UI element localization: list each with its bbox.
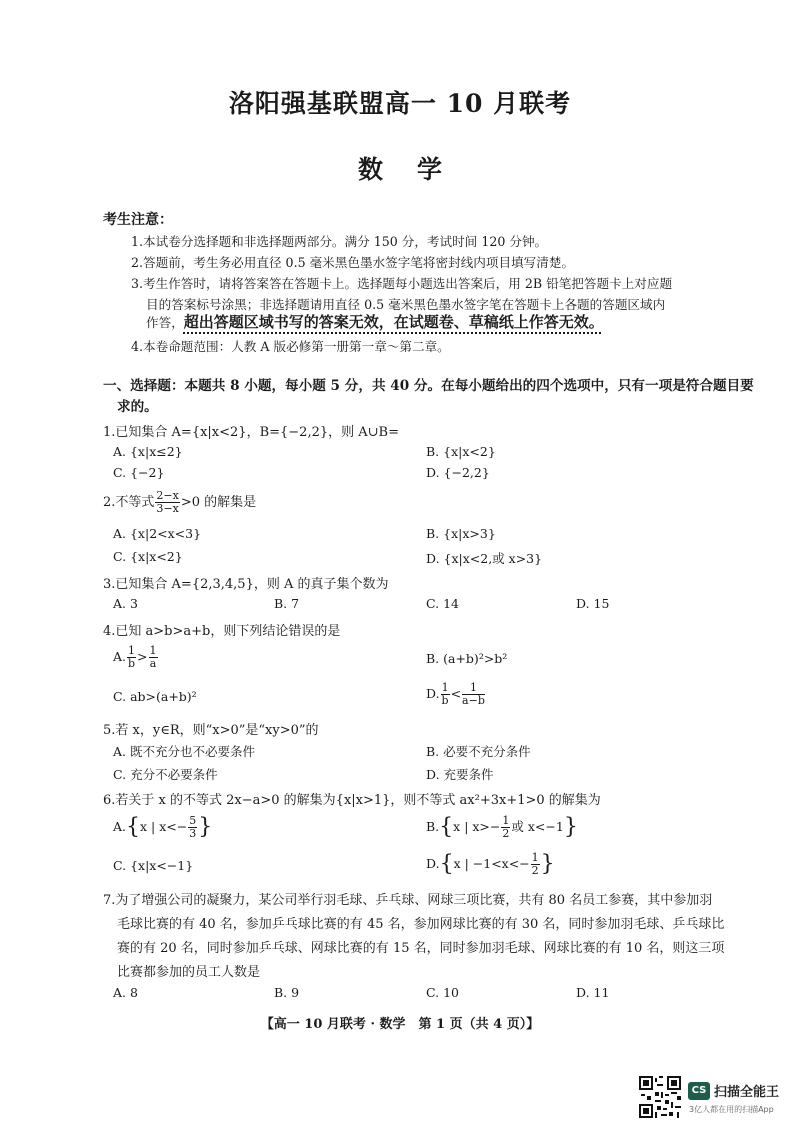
q6b-frac bbox=[501, 815, 510, 840]
q6d-num: 1 bbox=[531, 851, 539, 864]
q6a-right-brace: } bbox=[198, 814, 213, 840]
q4d-num1: 1 bbox=[441, 681, 449, 694]
q6-option-a bbox=[113, 815, 212, 840]
q5-option-b: B. 必要不充分条件 bbox=[426, 744, 531, 759]
q7-option-b: B. 9 bbox=[274, 985, 300, 1000]
notice-item-3: 3.考生作答时，请将答案答在答题卡上。选择题每小题选出答案后，用 2B 铅笔把答题卡上对应题 bbox=[131, 276, 673, 291]
q2-option-d: D. {x|x<2,或 x>3} bbox=[426, 551, 543, 566]
q4d-frac-2 bbox=[462, 682, 485, 707]
notice-item-4: 4.本卷命题范围：人教 A 版必修第一册第一章～第二章。 bbox=[131, 339, 450, 354]
question-7-line-1: 7.为了增强公司的凝聚力，某公司举行羽毛球、乒乓球、网球三项比赛，共有 80 名员工参赛，其中参加羽 bbox=[103, 893, 713, 908]
camscanner-tagline: 3亿人都在用的扫描App bbox=[689, 1105, 774, 1114]
q6-option-d bbox=[426, 852, 555, 877]
q2-stem-post: >0 的解集是 bbox=[180, 495, 257, 510]
q1-option-b: B. {x|x<2} bbox=[426, 444, 496, 459]
notice-item-3-end bbox=[146, 311, 604, 332]
q4a-frac-1 bbox=[127, 645, 136, 670]
q6d-label: D. bbox=[426, 856, 440, 871]
q4a-num2: 1 bbox=[149, 644, 157, 657]
q4a-frac-2 bbox=[149, 645, 158, 670]
q6b-num: 1 bbox=[502, 814, 510, 827]
q4a-label: A. bbox=[113, 649, 127, 664]
q5-option-a: A. 既不充分也不必要条件 bbox=[113, 744, 255, 759]
q6d-frac bbox=[531, 852, 540, 877]
q1-option-c: C. {−2} bbox=[113, 465, 165, 480]
q1-option-a: A. {x|x≤2} bbox=[113, 444, 183, 459]
notice-item-2: 2.答题前，考生务必用直径 0.5 毫米黑色墨水签字笔将密封线内项目填写清楚。 bbox=[131, 255, 575, 270]
q1-option-d: D. {−2,2} bbox=[426, 465, 490, 480]
question-7-line-2: 毛球比赛的有 40 名，参加乒乓球比赛的有 45 名，参加网球比赛的有 30 名，同时参加羽毛球、乒乓球比 bbox=[117, 917, 725, 932]
q6a-num: 5 bbox=[189, 814, 197, 827]
camscanner-logo: CS bbox=[688, 1082, 710, 1100]
q6a-left-brace: { bbox=[126, 814, 141, 840]
q5-option-c: C. 充分不必要条件 bbox=[113, 767, 218, 782]
q6d-right-brace: } bbox=[540, 851, 555, 877]
question-6-stem: 6.若关于 x 的不等式 2x−a>0 的解集为{x|x>1}，则不等式 ax²+3x+1>0 的解集为 bbox=[103, 793, 601, 808]
notice-item-3-cont: 目的答案标号涂黑；非选择题请用直径 0.5 毫米黑色墨水签字笔在答题卡上各题的答题区域内 bbox=[146, 297, 666, 312]
notice-emphasis: 超出答题区域书写的答案无效，在试题卷、草稿纸上作答无效。 bbox=[183, 313, 604, 331]
q6d-body: x | −1<x<− bbox=[453, 856, 530, 871]
q7-option-d: D. 11 bbox=[576, 985, 610, 1000]
q4d-den2: a−b bbox=[462, 694, 485, 707]
question-7-line-4: 比赛都参加的员工人数是 bbox=[117, 965, 261, 980]
q7-option-c: C. 10 bbox=[426, 985, 459, 1000]
q2-fraction bbox=[155, 490, 179, 515]
q6d-den: 2 bbox=[531, 864, 539, 877]
question-4-stem: 4.已知 a>b>a+b，则下列结论错误的是 bbox=[103, 624, 341, 639]
q4d-frac-1 bbox=[441, 682, 450, 707]
q4d-den1: b bbox=[441, 694, 449, 707]
question-5-stem: 5.若 x，y∈R，则“x>0”是“xy>0”的 bbox=[103, 723, 319, 738]
notice-item-1: 1.本试卷分选择题和非选择题两部分。满分 150 分，考试时间 120 分钟。 bbox=[131, 234, 548, 249]
q6b-body: x | x>− bbox=[453, 819, 501, 834]
q4d-num2: 1 bbox=[462, 682, 485, 695]
qr-code-icon bbox=[639, 1076, 681, 1118]
camscanner-name: 扫描全能王 bbox=[714, 1085, 780, 1100]
section-heading-cont: 求的。 bbox=[117, 399, 158, 415]
q6-option-c: C. {x|x<−1} bbox=[113, 858, 194, 873]
q4d-label: D. bbox=[426, 686, 440, 701]
question-3-stem: 3.已知集合 A={2,3,4,5}，则 A 的真子集个数为 bbox=[103, 577, 389, 592]
question-2-stem bbox=[103, 490, 256, 515]
q2-option-a: A. {x|2<x<3} bbox=[113, 526, 202, 541]
notice-item-3-tail: 作答， bbox=[146, 315, 184, 330]
page-footer: 【高一 10 月联考 · 数学 第 1 页（共 4 页）】 bbox=[260, 1017, 540, 1032]
q4a-relation: > bbox=[137, 649, 148, 664]
q2-option-b: B. {x|x>3} bbox=[426, 526, 496, 541]
q6a-label: A. bbox=[113, 819, 127, 834]
q2-option-c: C. {x|x<2} bbox=[113, 549, 183, 564]
q4-option-d bbox=[426, 682, 486, 707]
question-1-stem: 1.已知集合 A={x|x<2}，B={−2,2}，则 A∪B= bbox=[103, 425, 399, 440]
q4-option-a bbox=[113, 645, 159, 670]
q4-option-b: B. (a+b)²>b² bbox=[426, 651, 508, 666]
q4a-den2: a bbox=[149, 657, 157, 670]
exam-title: 洛阳强基联盟高一 10 月联考 bbox=[228, 89, 572, 118]
q6a-body: x | x<− bbox=[140, 819, 188, 834]
q6b-label: B. bbox=[426, 819, 440, 834]
q3-option-b: B. 7 bbox=[274, 596, 300, 611]
q6a-frac bbox=[188, 815, 197, 840]
q6a-den: 3 bbox=[189, 827, 197, 840]
subject-title: 数学 bbox=[357, 155, 476, 184]
q7-option-a: A. 8 bbox=[113, 985, 138, 1000]
q3-option-a: A. 3 bbox=[113, 596, 138, 611]
q2-stem-pre: 2.不等式 bbox=[103, 495, 155, 510]
q6d-left-brace: { bbox=[439, 851, 454, 877]
q4-option-c: C. ab>(a+b)² bbox=[113, 689, 197, 704]
q4a-num1: 1 bbox=[128, 644, 136, 657]
notice-heading: 考生注意： bbox=[103, 212, 173, 228]
question-7-line-3: 赛的有 20 名，同时参加乒乓球、网球比赛的有 15 名，同时参加羽毛球、网球比赛的有 10 名，则这三项 bbox=[117, 941, 725, 956]
q6b-right-brace: } bbox=[563, 814, 578, 840]
q6b-left-brace: { bbox=[439, 814, 454, 840]
q4d-relation: < bbox=[450, 686, 462, 701]
q6b-den: 2 bbox=[502, 827, 510, 840]
q6b-post: 或 x<−1 bbox=[511, 819, 564, 834]
q2-frac-num: 2−x bbox=[156, 489, 179, 502]
q6-option-b bbox=[426, 815, 578, 840]
q2-frac-den: 3−x bbox=[156, 502, 179, 515]
q3-option-c: C. 14 bbox=[426, 596, 459, 611]
section-heading: 一、选择题：本题共 8 小题，每小题 5 分，共 40 分。在每小题给出的四个选项中，只有一项是符合题目要 bbox=[103, 378, 754, 394]
q4a-den1: b bbox=[127, 657, 136, 670]
q5-option-d: D. 充要条件 bbox=[426, 767, 494, 782]
q3-option-d: D. 15 bbox=[576, 596, 610, 611]
